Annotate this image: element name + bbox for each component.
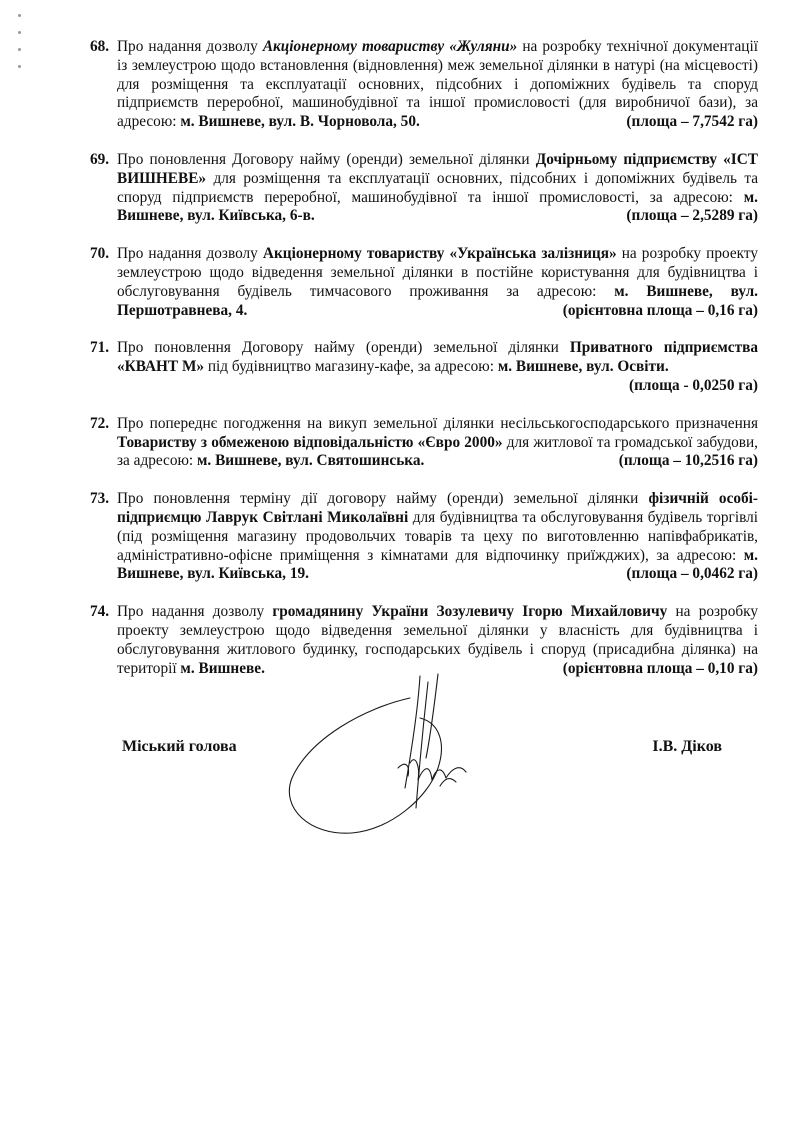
item-text-bold: м. Вишневе, вул. Київська, 6-в.	[117, 188, 758, 225]
item-text-segment: Про надання дозволу	[117, 38, 263, 55]
margin-marks	[18, 14, 28, 82]
item-text-segment: для будівництва та обслуговування будівель торгівлі (під розміщення магазину продовольчих товарів та цеху по виготовленню напівфабрикатів, адміністративно-офісне приміщення з кімнатами для відпочинку приїжджих), за адресою:	[117, 508, 758, 564]
item-text-segment: під будівництво магазину-кафе, за адресою:	[204, 358, 498, 376]
item-text-bold: м. Вишневе, вул. Київська, 19.	[117, 546, 758, 583]
margin-dot	[18, 31, 21, 34]
item-text-segment: Про поновлення терміну дії договору найму (оренди) земельної ділянки	[117, 490, 649, 508]
item-text	[117, 490, 758, 584]
item-number: 68.	[90, 38, 110, 55]
item-area: (площа – 2,5289 га)	[626, 207, 758, 225]
item-text-bold: м. Вишневе, вул. Освіти.	[497, 358, 669, 376]
item-area: (площа – 0,0462 га)	[626, 565, 758, 583]
item-text	[117, 151, 758, 226]
item-text-bold: Товариству з обмеженою відповідальністю «Євро 2000»	[117, 433, 503, 451]
margin-dot	[18, 14, 21, 17]
resolution-items-list	[90, 38, 758, 697]
signatory-title: Міський голова	[122, 738, 237, 755]
item-text-bold: громадянину України Зозулевичу Ігорю Михайловичу	[272, 603, 668, 621]
item-text-emphasis: Акціонерному товариству «Жуляни»	[262, 38, 518, 55]
item-number: 72.	[90, 414, 110, 432]
item-number: 69.	[90, 150, 110, 168]
item-number: 70.	[90, 245, 110, 263]
item-text-bold: фізичній особі-підприємцю Лаврук Світлані Миколаївні	[117, 490, 759, 526]
item-text-bold: м. Вишневе, вул. В. Чорновола, 50.	[180, 113, 420, 131]
item-text-bold: Акціонерному товариству «Українська залізниця»	[262, 245, 617, 263]
resolution-item	[90, 245, 758, 320]
item-text-segment: Про надання дозволу	[117, 603, 273, 621]
item-text-segment: для житлової та громадської забудови, за адресою:	[117, 433, 758, 470]
item-text-segment: Про поновлення Договору найму (оренди) земельної ділянки	[117, 339, 570, 357]
signatory-name: І.В. Діков	[652, 738, 722, 755]
item-text	[117, 245, 758, 320]
item-text-bold: м. Вишневе.	[180, 659, 265, 677]
item-area: (площа – 7,7542 га)	[626, 113, 758, 131]
resolution-item	[90, 339, 758, 395]
item-area: (площа - 0,0250 га)	[628, 376, 758, 394]
resolution-item	[90, 490, 758, 584]
resolution-item	[90, 415, 758, 471]
item-number: 71.	[90, 339, 110, 357]
margin-dot	[18, 48, 21, 51]
item-area: (орієнтовна площа – 0,16 га)	[562, 301, 758, 319]
item-text-segment: на розробку технічної документації із землеустрою щодо встановлення (відновлення) меж земельної ділянки в натурі (на місцевості) для розміщення та експлуатації основних, підсобних і допоміжних будівель та споруд підприємств переробної, машинобудівної та іншої промисловості (для виробничої бази), за адресою:	[117, 38, 758, 131]
item-text-segment: Про поновлення Договору найму (оренди) земельної ділянки	[117, 150, 536, 168]
item-text-segment: на розробку проекту землеустрою щодо відведення земельної ділянки у власність для будівництва і обслуговування житлового будинку, господарських будівель і споруд (присадибна ділянка) на території	[117, 603, 758, 677]
margin-dot	[18, 65, 21, 68]
item-area: (орієнтовна площа – 0,10 га)	[562, 659, 758, 677]
item-text	[117, 415, 758, 471]
handwritten-signature	[270, 668, 480, 848]
item-text-bold: м. Вишневе, вул. Святошинська.	[197, 452, 425, 470]
item-text-bold: Приватного підприємства «КВАНТ М»	[117, 339, 758, 376]
resolution-item	[90, 38, 758, 132]
item-area: (площа – 10,2516 га)	[618, 452, 758, 470]
item-text	[117, 339, 758, 395]
item-text-bold	[263, 38, 517, 55]
resolution-item	[90, 151, 758, 226]
item-text-bold: Дочірньому підприємству «ІСТ ВИШНЕВЕ»	[117, 150, 759, 187]
item-text-segment: Про попереднє погодження на викуп земельної ділянки несільськогосподарського призначення	[117, 414, 758, 432]
item-text-segment: Про надання дозволу	[117, 245, 263, 263]
item-text-bold: м. Вишневе, вул. Першотравнева, 4.	[117, 282, 758, 319]
item-text-segment: на розробку проекту землеустрою щодо відведення земельної ділянки в постійне користування для будівництва і обслуговування будівель тимчасового проживання за адресою:	[117, 245, 758, 300]
item-text-segment: для розміщення та експлуатації основних, підсобних і допоміжних будівель та споруд підприємств переробної, машинобудівної та іншої промисловості, за адресою:	[117, 169, 758, 206]
item-number: 74.	[90, 603, 110, 621]
item-text	[117, 38, 758, 132]
item-number: 73.	[90, 490, 110, 508]
